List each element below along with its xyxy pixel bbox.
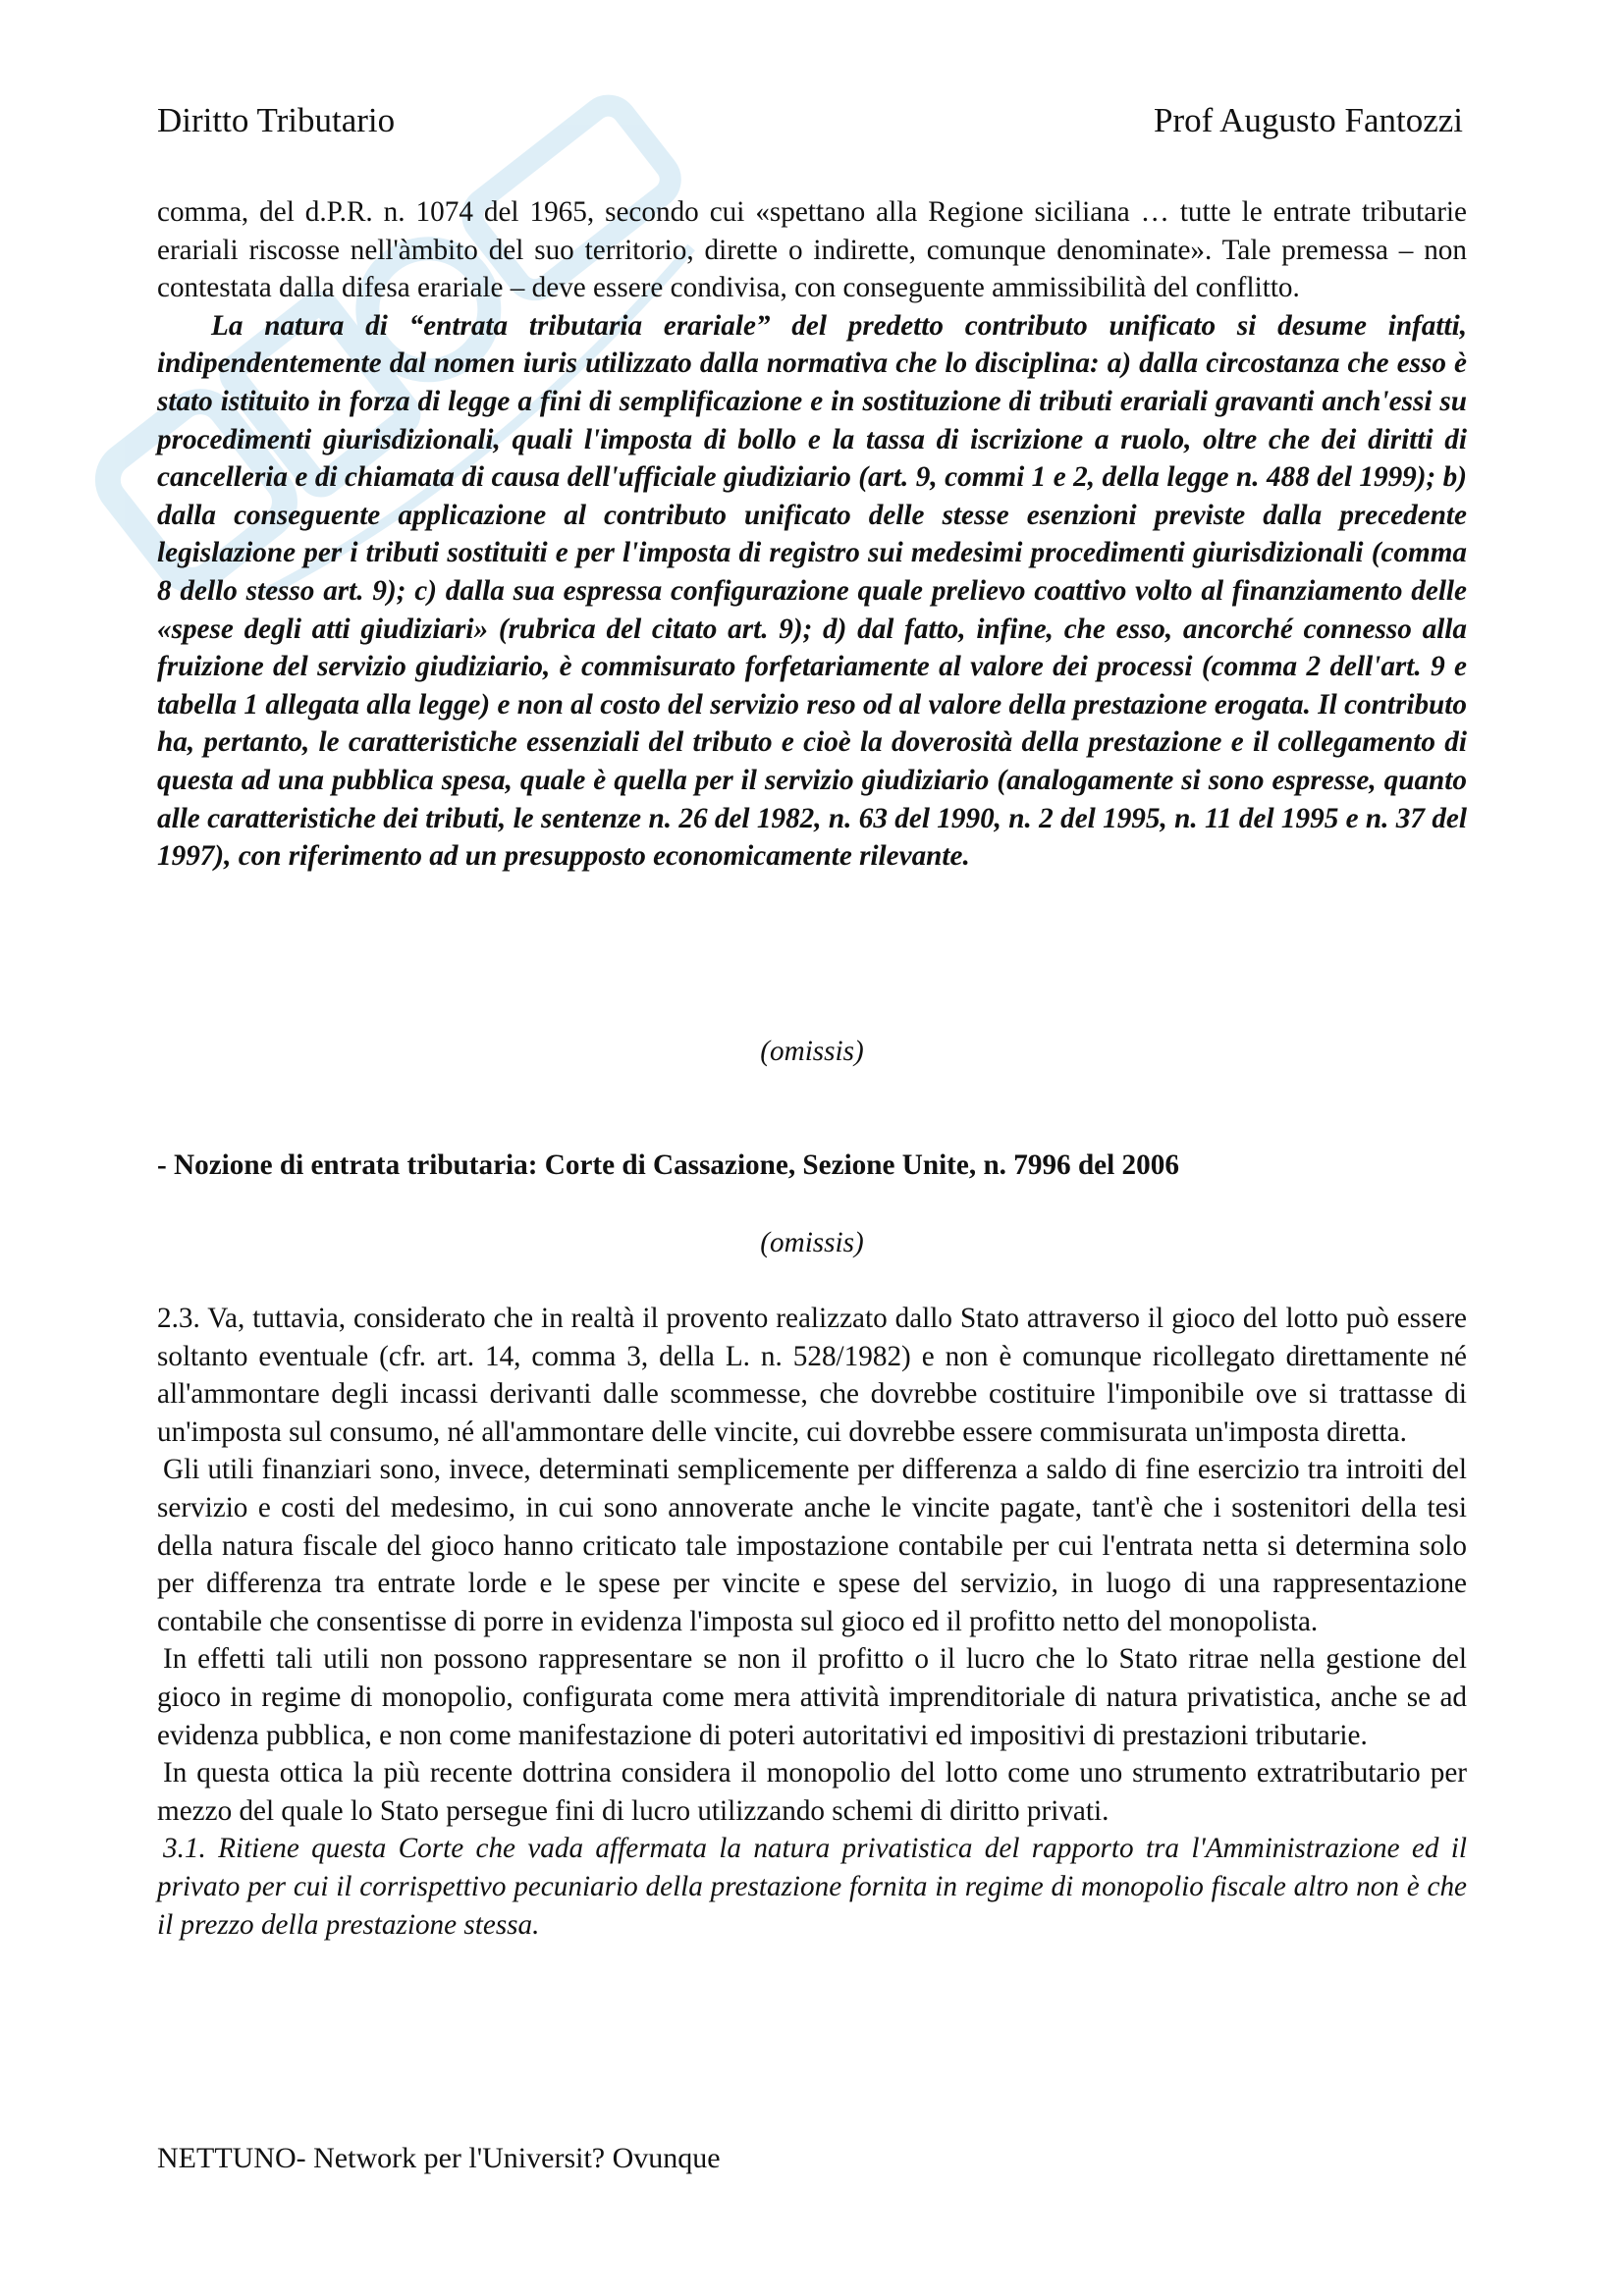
section-2 <box>157 1300 1467 1944</box>
header-professor: Prof Augusto Fantozzi <box>1154 101 1463 139</box>
omissis-marker: (omissis) <box>760 1227 864 1258</box>
paragraph-italic: 3.1. Ritiene questa Corte che vada affermata la natura privatistica del rapporto tra l'Amministrazione ed il privato per cui il corrispettivo pecuniario della prestazione fornita in regime di monopolio fiscale altro non è che il prezzo della prestazione stessa. <box>157 1833 1467 1941</box>
header-course-title: Diritto Tributario <box>157 101 396 139</box>
paragraph: comma, del d.P.R. n. 1074 del 1965, secondo cui «spettano alla Regione siciliana … tutte le entrate tributarie erariali riscosse nell'àmbito del suo territorio, dirette o indirette, comunque denominate». Tale premessa – non contestata dalla difesa erariale – deve essere condivisa, con conseguente ammissibilità del conflitto. <box>157 196 1467 304</box>
paragraph: In effetti tali utili non possono rappresentare se non il profitto o il lucro che lo Stato ritrae nella gestione del gioco in regime di monopolio, configurata come mera attività imprenditoriale di natura privatistica, anche se ad evidenza pubblica, e non come manifestazione di poteri autoritativi ed impositivi di prestazioni tributarie. <box>157 1643 1467 1751</box>
paragraph: In questa ottica la più recente dottrina considera il monopolio del lotto come uno strumento extratributario per mezzo del quale lo Stato persegue fini di lucro utilizzando schemi di diritto privati. <box>157 1757 1467 1827</box>
omissis-marker: (omissis) <box>760 1036 864 1067</box>
section-heading: - Nozione di entrata tributaria: Corte di Cassazione, Sezione Unite, n. 7996 del 2006 <box>157 1149 1179 1181</box>
paragraph: 2.3. Va, tuttavia, considerato che in realtà il provento realizzato dallo Stato attraverso il gioco del lotto può essere soltanto eventuale (cfr. art. 14, comma 3, della L. n. 528/1982) e non è comunque ricollegato direttamente né all'ammontare degli incassi derivanti dalle scommesse, che dovrebbe costituire l'imponibile ove si trattasse di un'imposta sul consumo, né all'ammontare delle vincite, cui dovrebbe essere commisurata un'imposta diretta. <box>157 1303 1467 1448</box>
footer-network: NETTUNO- Network per l'Universit? Ovunque <box>157 2142 721 2174</box>
paragraph-emphasis: La natura di “entrata tributaria erariale” del predetto contributo unificato si desume infatti, indipendentemente dal nomen iuris utilizzato dalla normativa che lo disciplina: a) dalla circostanza che esso è stato istituito in forza di legge a fini di semplificazione e in sostituzione di tributi erariali gravanti anch'essi su procedimenti giurisdizionali, quali l'imposta di bollo e la tassa di iscrizione a ruolo, oltre che dei diritti di cancelleria e di chiamata di causa dell'ufficiale giudiziario (art. 9, commi 1 e 2, della legge n. 488 del 1999); b) dalla conseguente applicazione al contributo unificato delle stesse esenzioni previste dalla precedente legislazione per i tributi sostituiti e per l'imposta di registro sui medesimi procedimenti giurisdizionali (comma 8 dello stesso art. 9); c) dalla sua espressa configurazione quale prelievo coattivo volto al finanziamento delle «spese degli atti giudiziari» (rubrica del citato art. 9); d) dal fatto, infine, che esso, ancorché connesso alla fruizione del servizio giudiziario, è commisurato forfetariamente al valore dei processi (comma 2 dell'art. 9 e tabella 1 allegata alla legge) e non al costo del servizio reso od al valore della prestazione erogata. Il contributo ha, pertanto, le caratteristiche essenziali del tributo e cioè la doverosità della prestazione e il collegamento di questa ad una pubblica spesa, quale è quella per il servizio giudiziario (analogamente si sono espresse, quanto alle caratteristiche dei tributi, le sentenze n. 26 del 1982, n. 63 del 1990, n. 2 del 1995, n. 11 del 1995 e n. 37 del 1997), con riferimento ad un presupposto economicamente rilevante. <box>157 309 1467 873</box>
paragraph: Gli utili finanziari sono, invece, determinati semplicemente per differenza a saldo di fine esercizio tra introiti del servizio e costi del medesimo, in cui sono annoverate anche le vincite pagate, tant'è che i sostenitori della tesi della natura fiscale del gioco hanno criticato tale impostazione contabile per cui l'entrata netta si determina solo per differenza tra entrate lorde e le spese per vincite e spese del servizio, in luogo di una rappresentazione contabile che consentisse di porre in evidenza l'imposta sul gioco ed il profitto netto del monopolista. <box>157 1454 1467 1637</box>
section-1 <box>157 193 1467 876</box>
